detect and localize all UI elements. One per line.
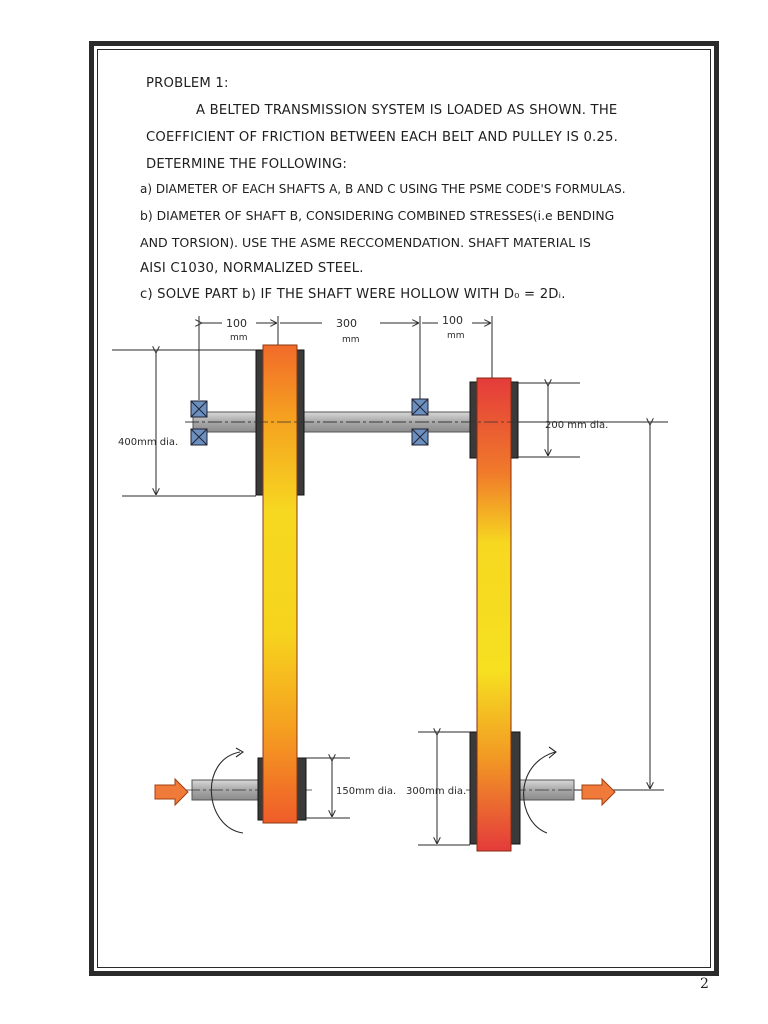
problem-line-3: DETERMINE THE FOLLOWING: [146, 157, 348, 172]
problem-heading: PROBLEM 1: [146, 76, 229, 91]
label-150mm: 150mm dia. [336, 786, 397, 797]
problem-line-7: AISI C1030, NORMALIZED STEEL. [140, 261, 364, 276]
problem-line-1: A BELTED TRANSMISSION SYSTEM IS LOADED AS SHOWN. THE [196, 103, 618, 118]
problem-line-4: a) DIAMETER OF EACH SHAFTS A, B AND C USING THE PSME CODE'S FORMULAS. [140, 182, 626, 196]
belt-right [477, 378, 511, 851]
output-arrow-icon [582, 779, 615, 805]
problem-line-5: b) DIAMETER OF SHAFT B, CONSIDERING COMBINED STRESSES(i.e BENDING [140, 208, 615, 223]
belt-left [263, 345, 297, 823]
dim-unit-middle: mm [342, 335, 360, 345]
dim-unit-left: mm [230, 333, 248, 343]
dim-200-lines [518, 383, 668, 790]
problem-line-2: COEFFICIENT OF FRICTION BETWEEN EACH BELT AND PULLEY IS 0.25. [146, 130, 619, 145]
input-arrow-icon [155, 779, 188, 805]
problem-line-8: c) SOLVE PART b) IF THE SHAFT WERE HOLLOW WITH D₀ = 2Dᵢ. [140, 287, 566, 302]
dim-unit-right: mm [447, 331, 465, 341]
label-400mm: 400mm dia. [118, 437, 179, 448]
dim-100-right: 100 [442, 314, 463, 327]
problem-line-6: AND TORSION). USE THE ASME RECCOMENDATION. SHAFT MATERIAL IS [140, 235, 591, 250]
page-number: 2 [700, 976, 709, 992]
label-300mm: 300mm dia. [406, 786, 467, 797]
label-200mm: 200 mm dia. [545, 420, 609, 431]
dim-300: 300 [336, 317, 357, 330]
dim-100-left: 100 [226, 317, 247, 330]
